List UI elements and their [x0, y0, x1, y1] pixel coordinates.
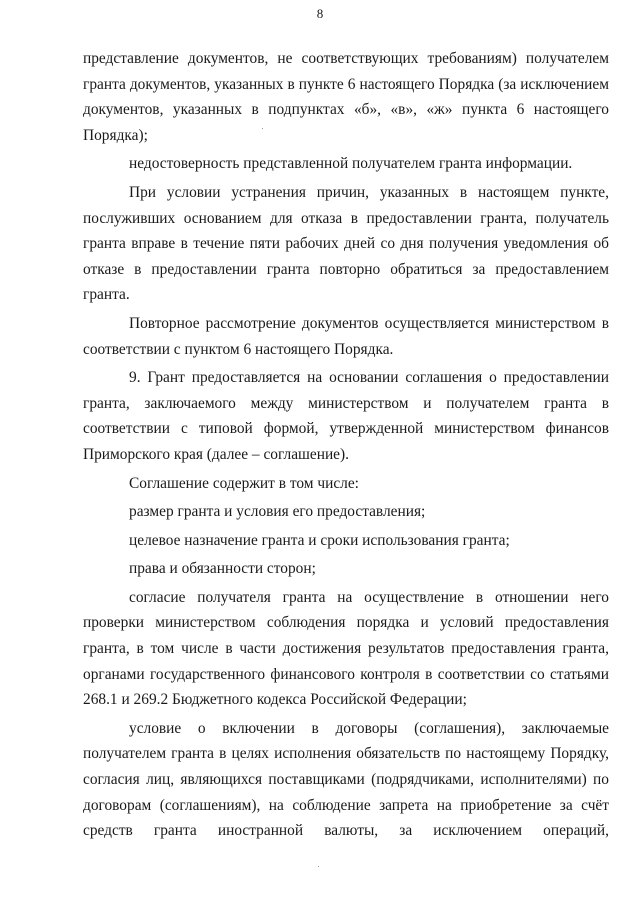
list-item-purpose: целевое назначение гранта и сроки использования гранта; [129, 531, 510, 549]
paragraph-reapplication: При условии устранения причин, указанных в настоящем пункте, послуживших основанием для отказа в предоставлении гранта, получатель гранта вправе в течение пяти рабочих дней со дня получения уведомления об отказе в предоставлении гранта повторно обратиться за предоставлением гранта. [83, 183, 609, 304]
document-body [83, 46, 609, 844]
paragraph-unreliable-info: недостоверность представленной получателем гранта информации. [129, 155, 573, 173]
list-item-consent-audit: согласие получателя гранта на осуществление в отношении него проверки министерством соблюдения порядка и условий предоставления гранта, в том числе в части достижения результатов предоставления гранта, органами государственного финансового контроля в соответствии со статьями 268.1 и 269.2 Бюджетного кодекса Российской Федерации; [83, 588, 609, 709]
paragraph-agreement-contents: Соглашение содержит в том числе: [129, 474, 359, 492]
list-item-grant-size: размер гранта и условия его предоставления; [129, 503, 426, 521]
scan-speck [262, 128, 263, 129]
paragraph-repeat-review: Повторное рассмотрение документов осуществляется министерством в соответствии с пунктом 6 настоящего Порядка. [83, 314, 609, 358]
list-item-contract-condition: условие о включении в договоры (соглашения), заключаемые получателем гранта в целях исполнения обязательств по настоящему Порядку, согласия лиц, являющихся поставщиками (подрядчиками, исполнителями) по договорам (соглашениям), на соблюдение запрета на приобретение за счёт средств гранта иностранной валюты, за исключением операций, [83, 719, 609, 840]
page-number: 8 [316, 6, 324, 21]
list-item-rights: права и обязанности сторон; [129, 560, 316, 578]
paragraph-continuation: представление документов, не соответствующих требованиям) получателем гранта документов, указанных в пункте 6 настоящего Порядка (за исключением документов, указанных в подпунктах «б», «в», «ж» пункта 6 настоящего Порядка); [83, 50, 609, 144]
paragraph-item-9: 9. Грант предоставляется на основании соглашения о предоставлении гранта, заключаемого между министерством и получателем гранта в соответствии с типовой формой, утвержденной министерством финансов Приморского края (далее – соглашение). [83, 369, 609, 463]
scan-speck [318, 866, 319, 867]
